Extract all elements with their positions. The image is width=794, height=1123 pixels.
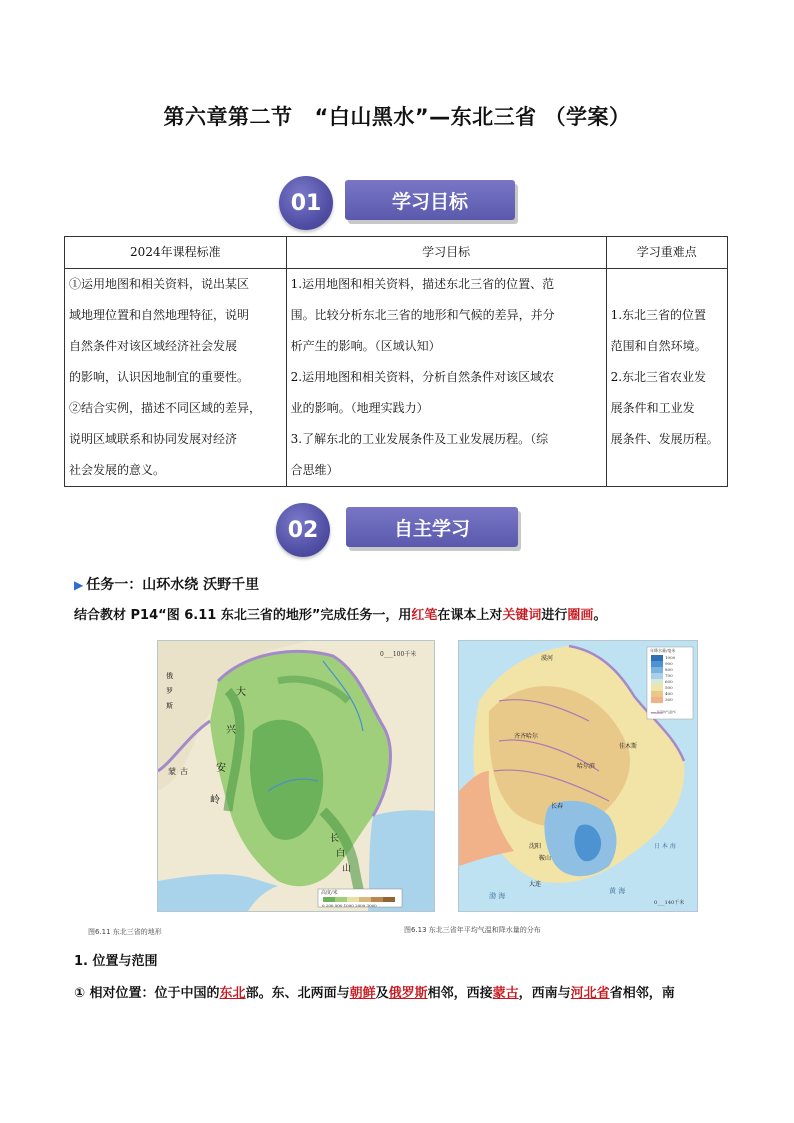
position-paragraph: [74, 982, 675, 1001]
map-sea-label: 黄 海: [609, 887, 626, 895]
badge-label: 学习目标: [345, 180, 515, 220]
map-city-label: 鞍山: [539, 855, 552, 862]
text-line: 的影响，认识因地制宜的重要性。: [69, 370, 250, 384]
text-line: 范围和自然环境。: [610, 339, 707, 353]
map-sea-label: 日 本 海: [654, 843, 676, 850]
map-city-label: 漠河: [541, 655, 554, 662]
badge-number: 01: [279, 176, 333, 230]
map-sea-label: 渤 海: [489, 892, 506, 900]
instr-text: 。: [593, 608, 607, 623]
legend-value: 1000: [665, 655, 676, 660]
body-text: ，西南与: [518, 986, 571, 1001]
map-label: 大: [236, 687, 246, 698]
text-line: 3.了解东北的工业发展条件及工业发展历程。（综: [290, 432, 549, 446]
map-legend-title: 高度/米: [321, 890, 338, 896]
legend-value: 400: [665, 691, 673, 696]
map-label: 俄: [166, 672, 173, 680]
climate-map: [458, 640, 698, 912]
map-label: 蒙: [168, 767, 176, 776]
table-header-key-points: 学习重难点: [606, 237, 727, 269]
map-legend-values: [665, 655, 675, 703]
map-label: 安: [216, 763, 226, 774]
map-legend-isotherm: —— 年平均气温/℃: [650, 710, 677, 714]
text-line: 析产生的影响。（区域认知）: [290, 339, 441, 353]
badge-number: 02: [276, 503, 330, 557]
map-legend-ticks: 0 200 500 1000 2000 3000: [322, 903, 377, 908]
task-instruction: [74, 604, 606, 623]
cell-standard: [65, 269, 287, 487]
keyword: 朝鲜: [349, 986, 376, 1001]
map-city-label: 佳木斯: [619, 743, 638, 750]
text-line: 业的影响。（地理实践力）: [290, 401, 429, 415]
legend-value: 500: [665, 685, 673, 690]
map-city-label: 大连: [529, 881, 542, 888]
map-label: 长: [330, 834, 340, 844]
text-line: 说明区域联系和协同发展对经济: [69, 432, 238, 446]
instr-text: 在课本上对: [437, 608, 503, 623]
body-text: 省相邻，南: [609, 986, 675, 1001]
text-line: ②结合实例，描述不同区域的差异，: [69, 401, 262, 415]
map-city-label: 沈阳: [529, 843, 542, 850]
map-legend-title: 年降水量/毫米: [650, 648, 676, 653]
keyword: 俄罗斯: [388, 986, 428, 1001]
instr-text: 结合教材 P14“图 6.11 东北三省的地形”完成任务一，用: [74, 608, 412, 623]
text-line: 域地理位置和自然地理特征，说明: [69, 308, 250, 322]
text-line: 2.运用地图和相关资料，分析自然条件对该区域农: [290, 370, 555, 384]
task-heading: [74, 574, 259, 594]
map-label: 白: [336, 849, 346, 859]
map-city-label: 哈尔滨: [577, 763, 596, 770]
instr-text: 进行: [541, 608, 568, 623]
instr-highlight: 关键词: [502, 608, 542, 623]
climate-map-graphic: [459, 641, 697, 911]
legend-value: 700: [665, 673, 673, 678]
map-city-label: 长春: [551, 803, 564, 810]
task-title: 任务一：山环水绕 沃野千里: [86, 577, 260, 593]
text-line: 1.东北三省的位置: [610, 308, 707, 322]
body-text: 相邻，西接: [427, 986, 493, 1001]
legend-value: 600: [665, 679, 673, 684]
map-scale: 0___140千米: [654, 900, 685, 906]
keyword: 河北省: [570, 986, 610, 1001]
text-line: 展条件和工业发: [610, 401, 695, 415]
badge-label: 自主学习: [346, 507, 518, 547]
map-caption-climate: 图6.13 东北三省年平均气温和降水量的分布: [404, 926, 541, 934]
section-badge-goals: [279, 176, 519, 232]
terrain-map-graphic: [158, 641, 434, 911]
text-line: 2.东北三省农业发: [610, 370, 707, 384]
table-header-row: [65, 237, 728, 269]
table-row: [65, 269, 728, 487]
keyword: 蒙古: [492, 986, 519, 1001]
map-label: 岭: [210, 795, 220, 806]
map-label: 兴: [226, 725, 236, 736]
map-label: 山: [342, 864, 352, 874]
text-line: 合思维）: [290, 463, 339, 477]
text-line: 自然条件对该区域经济社会发展: [69, 339, 238, 353]
text-line: ①运用地图和相关资料，说出某区: [69, 277, 250, 291]
map-label: 古: [180, 767, 188, 776]
text-line: 社会发展的意义。: [69, 463, 166, 477]
table-header-goals: 学习目标: [286, 237, 606, 269]
goals-table: [64, 236, 728, 487]
keyword: 东北: [219, 986, 246, 1001]
body-text: 及: [375, 986, 389, 1001]
body-text: 部。东、北两面与: [245, 986, 350, 1001]
legend-value: 900: [665, 661, 673, 666]
text-line: 围。比较分析东北三省的地形和气候的差异，并分: [290, 308, 555, 322]
body-text: ① 相对位置：位于中国的: [74, 986, 220, 1001]
section-heading: 1. 位置与范围: [74, 954, 158, 969]
table-header-standard: 2024年课程标准: [65, 237, 287, 269]
cell-goals: [286, 269, 606, 487]
map-label: 罗: [166, 687, 173, 695]
section-badge-self-study: [276, 503, 522, 559]
page-title: [0, 101, 794, 131]
legend-value: 800: [665, 667, 673, 672]
text-line: 1.运用地图和相关资料，描述东北三省的位置、范: [290, 277, 555, 291]
text-line: 展条件、发展历程。: [610, 432, 719, 446]
terrain-map: [157, 640, 435, 912]
map-label: 斯: [166, 702, 173, 710]
map-caption-terrain: 图6.11 东北三省的地形: [88, 928, 162, 936]
cell-key-points: [606, 269, 727, 487]
instr-highlight: 圈画: [567, 608, 594, 623]
map-city-label: 齐齐哈尔: [514, 733, 539, 740]
title-chapter: 第六章第二节: [163, 105, 293, 129]
legend-value: 300: [665, 697, 673, 702]
triangle-bullet-icon: ▶: [74, 578, 84, 592]
instr-highlight: 红笔: [411, 608, 438, 623]
title-topic: “白山黑水”—东北三省 （学案）: [314, 105, 631, 129]
map-scale: 0___100千米: [380, 651, 417, 658]
